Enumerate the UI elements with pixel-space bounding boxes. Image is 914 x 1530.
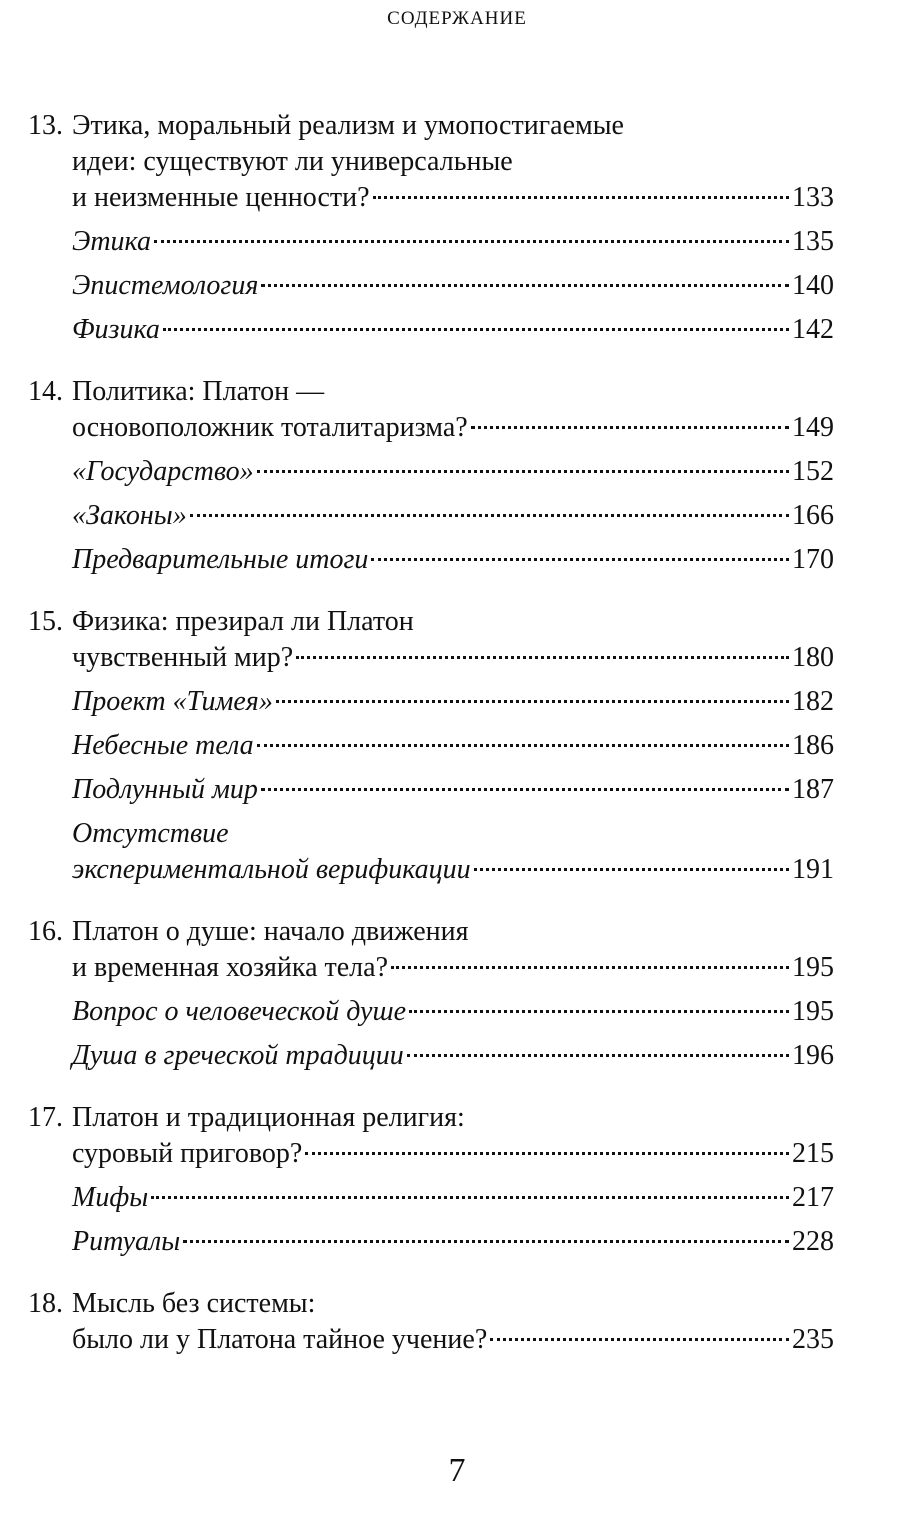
- dot-leader: [261, 788, 789, 791]
- dot-leader: [296, 656, 789, 659]
- dot-leader: [407, 1054, 789, 1057]
- page-ref: 180: [792, 642, 834, 673]
- toc-entry[interactable]: [28, 1322, 834, 1358]
- dot-leader: [373, 196, 789, 199]
- section-title: Ритуалы: [72, 1226, 181, 1257]
- toc-section-entry[interactable]: [28, 1038, 834, 1074]
- chapter-title-line: Физика: презирал ли Платон: [72, 606, 414, 637]
- dot-leader: [490, 1338, 789, 1341]
- page-ref: 166: [792, 500, 834, 531]
- section-title: «Государство»: [72, 456, 254, 487]
- toc-entry[interactable]: [28, 950, 834, 986]
- chapter-number: 17.: [28, 1102, 63, 1133]
- chapter-title-last-line: основоположник тоталитаризма?: [72, 412, 468, 443]
- section-title: Вопрос о человеческой душе: [72, 996, 407, 1027]
- dot-leader: [409, 1010, 789, 1013]
- dot-leader: [154, 240, 789, 243]
- page-ref: 135: [792, 226, 834, 257]
- page-ref: 182: [792, 686, 834, 717]
- toc-chapter-13: [28, 108, 834, 348]
- section-title: «Законы»: [72, 500, 187, 531]
- dot-leader: [471, 426, 789, 429]
- dot-leader: [276, 700, 789, 703]
- dot-leader: [371, 558, 789, 561]
- section-title: Подлунный мир: [72, 774, 258, 805]
- toc-section-entry[interactable]: [28, 1180, 834, 1216]
- toc-section-entry[interactable]: [28, 772, 834, 808]
- dot-leader: [261, 284, 789, 287]
- page-ref: 186: [792, 730, 834, 761]
- toc-section-entry[interactable]: [28, 684, 834, 720]
- toc-entry[interactable]: [28, 410, 834, 446]
- dot-leader: [474, 868, 789, 871]
- page-ref: 217: [792, 1182, 834, 1213]
- dot-leader: [391, 966, 789, 969]
- page-ref: 228: [792, 1226, 834, 1257]
- toc-chapter-14: [28, 374, 834, 578]
- section-title: Эпистемология: [72, 270, 259, 301]
- chapter-number: 15.: [28, 606, 63, 637]
- chapter-title-last-line: было ли у Платона тайное учение?: [72, 1324, 488, 1355]
- chapter-title-last-line: чувственный мир?: [72, 642, 294, 673]
- toc-entry[interactable]: [28, 1136, 834, 1172]
- dot-leader: [305, 1152, 789, 1155]
- toc-chapter-17: [28, 1100, 834, 1260]
- dot-leader: [190, 514, 789, 517]
- chapter-number: 14.: [28, 376, 63, 407]
- section-title-last-line: экспериментальной верификации: [72, 854, 471, 885]
- toc-section-entry[interactable]: [28, 852, 834, 888]
- page-ref: 215: [792, 1138, 834, 1169]
- chapter-title-last-line: и временная хозяйка тела?: [72, 952, 389, 983]
- toc-section-entry[interactable]: [28, 268, 834, 304]
- toc-section-entry[interactable]: [28, 498, 834, 534]
- section-title: Предварительные итоги: [72, 544, 369, 575]
- section-title: Проект «Тимея»: [72, 686, 273, 717]
- section-title-line: Отсутствие: [72, 818, 229, 849]
- page-ref: 195: [792, 952, 834, 983]
- page-ref: 187: [792, 774, 834, 805]
- chapter-title-last-line: и неизменные ценности?: [72, 182, 370, 213]
- section-title: Небесные тела: [72, 730, 254, 761]
- toc-entry[interactable]: [28, 640, 834, 676]
- page-ref: 195: [792, 996, 834, 1027]
- page-ref: 235: [792, 1324, 834, 1355]
- running-header: СОДЕРЖАНИЕ: [387, 8, 527, 29]
- toc-entry[interactable]: [28, 180, 834, 216]
- toc-chapter-15: [28, 604, 834, 888]
- toc-section-entry[interactable]: [28, 994, 834, 1030]
- toc-section-entry[interactable]: [28, 1224, 834, 1260]
- section-title: Душа в греческой традиции: [72, 1040, 404, 1071]
- chapter-number: 18.: [28, 1288, 63, 1319]
- dot-leader: [151, 1196, 789, 1199]
- chapter-title-line: Мысль без системы:: [72, 1288, 316, 1319]
- toc-section-entry[interactable]: [28, 542, 834, 578]
- chapter-title-last-line: суровый приговор?: [72, 1138, 303, 1169]
- chapter-number: 13.: [28, 110, 63, 141]
- dot-leader: [257, 744, 789, 747]
- page-ref: 142: [792, 314, 834, 345]
- chapter-number: 16.: [28, 916, 63, 947]
- page-ref: 170: [792, 544, 834, 575]
- chapter-title-line: Платон и традиционная религия:: [72, 1102, 465, 1133]
- page-ref: 191: [792, 854, 834, 885]
- toc-chapter-16: [28, 914, 834, 1074]
- table-of-contents: [28, 108, 834, 1384]
- page-ref: 196: [792, 1040, 834, 1071]
- toc-section-entry[interactable]: [28, 454, 834, 490]
- page-ref: 133: [792, 182, 834, 213]
- page-ref: 152: [792, 456, 834, 487]
- section-title: Физика: [72, 314, 160, 345]
- toc-section-entry[interactable]: [28, 224, 834, 260]
- toc-section-entry[interactable]: [28, 312, 834, 348]
- toc-chapter-18: [28, 1286, 834, 1358]
- section-title: Мифы: [72, 1182, 149, 1213]
- chapter-title-line: Этика, моральный реализм и умопостигаемые: [72, 110, 624, 141]
- dot-leader: [183, 1240, 789, 1243]
- page-ref: 149: [792, 412, 834, 443]
- chapter-title-line: Политика: Платон —: [72, 376, 325, 407]
- page-ref: 140: [792, 270, 834, 301]
- dot-leader: [257, 470, 789, 473]
- section-title: Этика: [72, 226, 151, 257]
- page-number: 7: [448, 1452, 466, 1489]
- toc-section-entry[interactable]: [28, 728, 834, 764]
- chapter-title-line: Платон о душе: начало движения: [72, 916, 469, 947]
- dot-leader: [163, 328, 789, 331]
- chapter-title-line: идеи: существуют ли универсальные: [72, 146, 513, 177]
